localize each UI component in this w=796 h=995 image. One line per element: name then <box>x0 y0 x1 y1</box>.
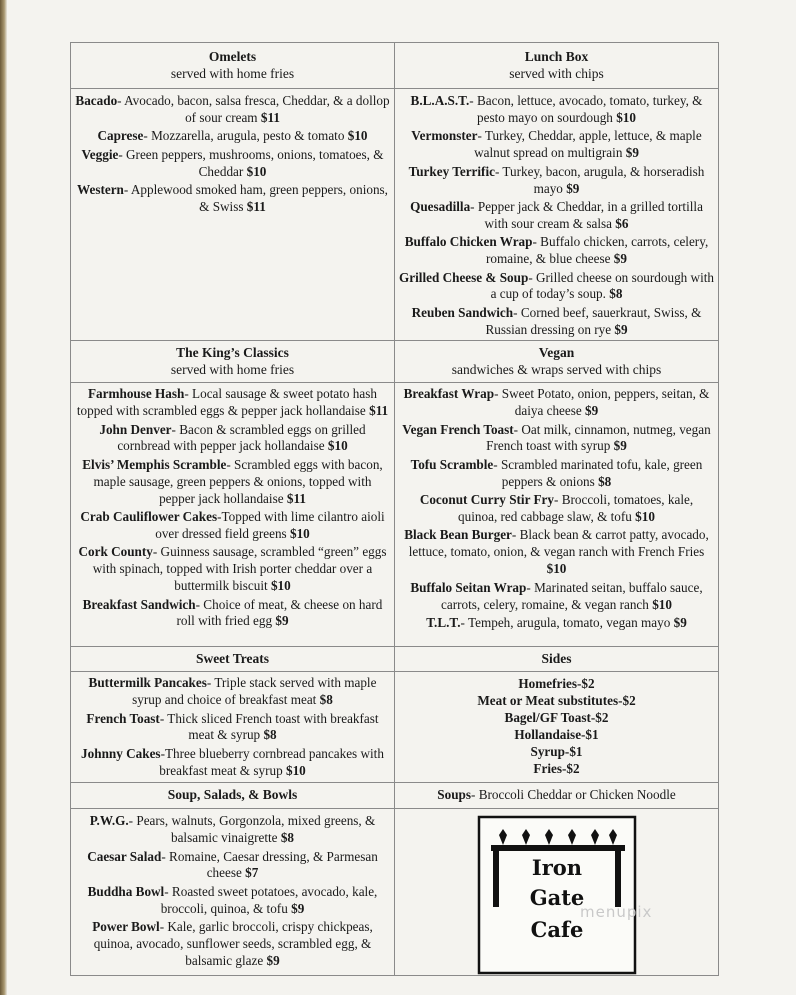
lunch-box-list <box>395 89 719 341</box>
soups-label: Soups <box>437 787 471 803</box>
lunch-box-header <box>395 43 719 89</box>
sweet-treats-title: Sweet Treats <box>195 650 270 666</box>
side-item: Fries-$2 <box>533 760 580 776</box>
menu-item: Buddha Bowl- Roasted sweet potatoes, avocado, kale, broccoli, quinoa, & tofu $9 <box>87 883 378 916</box>
watermark: menupix <box>580 903 653 921</box>
side-item: Hollandaise-$1 <box>514 726 599 742</box>
sides-list <box>395 672 719 783</box>
menu-item: Turkey Terrific- Turkey, bacon, arugula, & horseradish mayo $9 <box>408 163 705 196</box>
sides-header <box>395 647 719 672</box>
menu-item: French Toast- Thick sliced French toast with breakfast meat & syrup $8 <box>86 710 379 743</box>
menu-item: Breakfast Sandwich- Choice of meat, & cheese on hard roll with fried egg $9 <box>82 596 383 629</box>
sides-title: Sides <box>541 650 572 666</box>
soups-text: - Broccoli Cheddar or Chicken Noodle <box>471 787 676 803</box>
omelets-title: Omelets <box>208 48 257 64</box>
menu-item: Vermonster- Turkey, Cheddar, apple, lettuce, & maple walnut spread on multigrain $9 <box>411 128 702 161</box>
soups-salads-header <box>71 783 395 809</box>
menu-item: P.W.G.- Pears, walnuts, Gorgonzola, mixed greens, & balsamic vinaigrette $8 <box>89 813 376 846</box>
vegan-title: Vegan <box>538 344 575 360</box>
menu-item: T.L.T.- Tempeh, arugula, tomato, vegan mayo $9 <box>426 614 687 630</box>
menu-item: Elvis’ Memphis Scramble- Scrambled eggs with bacon, maple sausage, green peppers & onions, topped with pepper jack hollandaise $11 <box>82 456 383 506</box>
side-item: Homefries-$2 <box>518 676 595 692</box>
menu-item: Farmhouse Hash- Local sausage & sweet potato hash topped with scrambled eggs & pepper jack hollandaise $11 <box>76 386 389 419</box>
page-edge <box>0 0 7 995</box>
menu-item: Johnny Cakes-Three blueberry cornbread pancakes with breakfast meat & syrup $10 <box>81 745 384 778</box>
menu-item: Western- Applewood smoked ham, green peppers, onions, & Swiss $11 <box>77 182 388 214</box>
lunch-box-title: Lunch Box <box>524 48 589 64</box>
menu-item: John Denver- Bacon & scrambled eggs on grilled cornbread with pepper jack hollandaise $10 <box>99 421 366 454</box>
lunch-box-subtitle: served with chips <box>509 65 604 81</box>
side-item: Syrup-$1 <box>530 743 583 759</box>
vegan-subtitle: sandwiches & wraps served with chips <box>451 361 662 377</box>
menu-item: Vegan French Toast- Oat milk, cinnamon, nutmeg, vegan French toast with syrup $9 <box>402 421 711 454</box>
menu-item: Cork County- Guinness sausage, scrambled “green” eggs with spinach, topped with Irish porter cheddar over a buttermilk biscuit $10 <box>78 544 387 594</box>
sweet-treats-header <box>71 647 395 672</box>
vegan-list <box>395 383 719 647</box>
menu-item: Buffalo Seitan Wrap- Marinated seitan, buffalo sauce, carrots, celery, romaine, & vegan ranch $10 <box>410 579 703 612</box>
menu-item: Caprese- Mozzarella, arugula, pesto & tomato $10 <box>97 128 368 144</box>
logo-line3: Cafe <box>530 917 583 943</box>
iron-gate-logo <box>477 815 637 975</box>
menu-item: Reuben Sandwich- Corned beef, sauerkraut, Swiss, & Russian dressing on rye $9 <box>411 304 702 337</box>
omelets-list <box>71 89 395 341</box>
kings-classics-header <box>71 341 395 383</box>
omelets-subtitle: served with home fries <box>170 65 295 81</box>
kings-classics-title: The King’s Classics <box>176 344 289 360</box>
menu-item: Power Bowl- Kale, garlic broccoli, crispy chickpeas, quinoa, avocado, sunflower seeds, scrambled egg, & balsamic glaze $9 <box>92 919 373 968</box>
menu-item: Crab Cauliflower Cakes-Topped with lime cilantro aioli over dressed field greens $10 <box>80 509 385 541</box>
menu-item: Tofu Scramble- Scrambled marinated tofu, kale, green peppers & onions $8 <box>410 456 703 489</box>
sweet-treats-list <box>71 672 395 783</box>
vegan-header <box>395 341 719 383</box>
kings-classics-list <box>71 383 395 647</box>
logo-line1: Iron <box>531 855 582 881</box>
menu-item: Breakfast Wrap- Sweet Potato, onion, peppers, seitan, & daiya cheese $9 <box>403 386 710 419</box>
omelets-header <box>71 43 395 89</box>
side-item: Bagel/GF Toast-$2 <box>504 710 609 725</box>
logo-cell <box>395 809 719 976</box>
menu-item: Bacado- Avocado, bacon, salsa fresca, Cheddar, & a dollop of sour cream $11 <box>75 93 390 125</box>
menu-item: Buttermilk Pancakes- Triple stack served with maple syrup and choice of breakfast meat $8 <box>88 675 377 708</box>
side-item: Meat or Meat substitutes-$2 <box>477 693 636 709</box>
menu-item: Caesar Salad- Romaine, Caesar dressing, & Parmesan cheese $7 <box>87 848 378 881</box>
menu-item: Buffalo Chicken Wrap- Buffalo chicken, carrots, celery, romaine, & blue cheese $9 <box>404 234 709 267</box>
menu-item: Coconut Curry Stir Fry- Broccoli, tomatoes, kale, quinoa, red cabbage slaw, & tofu $10 <box>419 492 694 525</box>
soups-salads-list <box>71 809 395 976</box>
menu-item: Black Bean Burger- Black bean & carrot patty, avocado, lettuce, tomato, onion, & vegan ranch with French Fries $10 <box>404 527 709 577</box>
menu-item: Quesadilla- Pepper jack & Cheddar, in a grilled tortilla with sour cream & salsa $6 <box>410 198 703 231</box>
menu-table <box>70 42 719 976</box>
menu-item: B.L.A.S.T.- Bacon, lettuce, avocado, tomato, turkey, & pesto mayo on sourdough $10 <box>410 93 703 125</box>
logo-line2: Gate <box>529 885 584 911</box>
soups-line <box>395 783 719 809</box>
menu-item: Grilled Cheese & Soup- Grilled cheese on sourdough with a cup of today’s soup. $8 <box>399 269 714 302</box>
soups-salads-title: Soup, Salads, & Bowls <box>167 787 298 803</box>
menu-item: Veggie- Green peppers, mushrooms, onions, tomatoes, & Cheddar $10 <box>81 146 384 179</box>
kings-classics-subtitle: served with home fries <box>170 361 295 377</box>
